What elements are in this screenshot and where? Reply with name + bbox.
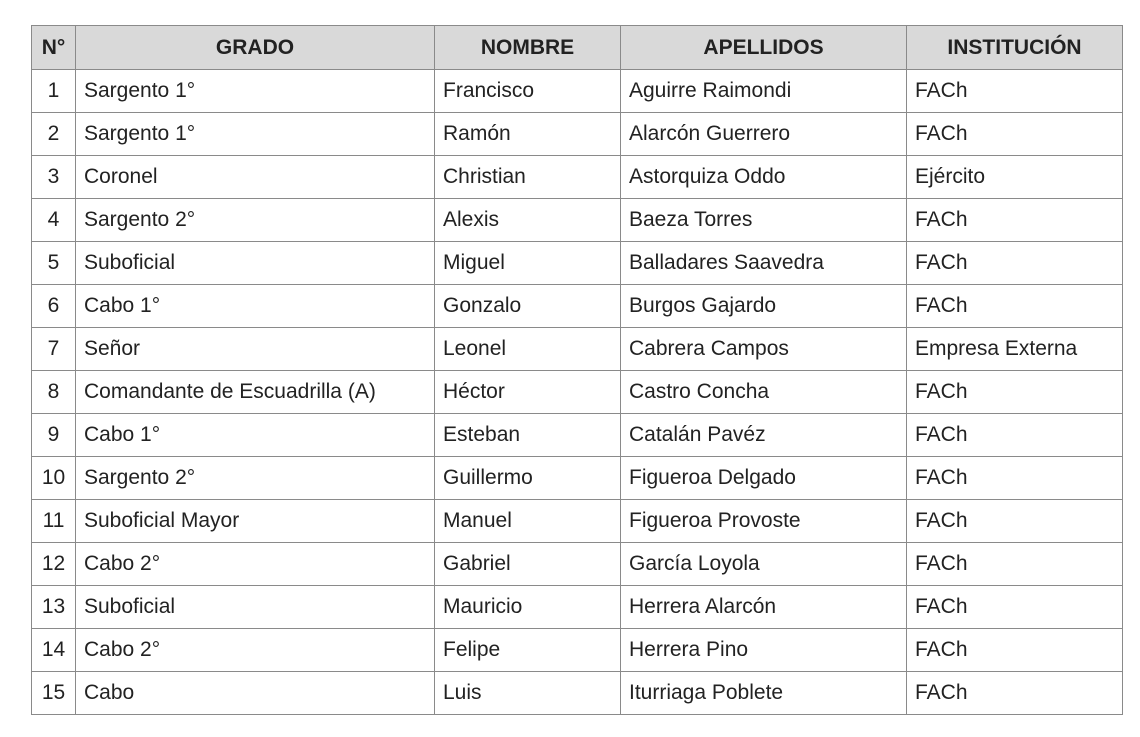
cell-nombre: Francisco [435,70,621,113]
cell-grado: Suboficial [76,586,435,629]
table-row [32,414,1123,457]
cell-nombre: Leonel [435,328,621,371]
cell-institucion: FACh [907,371,1123,414]
header-institucion: INSTITUCIÓN [907,26,1123,70]
header-apellidos: APELLIDOS [621,26,907,70]
cell-grado: Cabo 2° [76,629,435,672]
cell-grado: Sargento 2° [76,457,435,500]
cell-apellidos: Iturriaga Poblete [621,672,907,715]
table-row [32,672,1123,715]
header-grado: GRADO [76,26,435,70]
cell-apellidos: Castro Concha [621,371,907,414]
table-body [32,70,1123,715]
table-row [32,500,1123,543]
roster-table-container [31,25,1123,715]
cell-institucion: FACh [907,70,1123,113]
table-row [32,199,1123,242]
cell-nombre: Héctor [435,371,621,414]
cell-nombre: Christian [435,156,621,199]
cell-num: 1 [32,70,76,113]
cell-grado: Sargento 2° [76,199,435,242]
cell-num: 9 [32,414,76,457]
cell-institucion: FACh [907,242,1123,285]
cell-institucion: FACh [907,500,1123,543]
table-row [32,543,1123,586]
cell-nombre: Alexis [435,199,621,242]
cell-apellidos: Burgos Gajardo [621,285,907,328]
cell-apellidos: Cabrera Campos [621,328,907,371]
cell-apellidos: Catalán Pavéz [621,414,907,457]
header-num: N° [32,26,76,70]
cell-num: 11 [32,500,76,543]
cell-nombre: Gonzalo [435,285,621,328]
cell-grado: Cabo 2° [76,543,435,586]
cell-apellidos: Herrera Pino [621,629,907,672]
cell-num: 14 [32,629,76,672]
cell-institucion: FACh [907,672,1123,715]
table-row [32,629,1123,672]
cell-nombre: Mauricio [435,586,621,629]
table-row [32,457,1123,500]
cell-nombre: Esteban [435,414,621,457]
cell-institucion: FACh [907,285,1123,328]
cell-apellidos: Herrera Alarcón [621,586,907,629]
cell-nombre: Ramón [435,113,621,156]
table-row [32,371,1123,414]
cell-grado: Suboficial [76,242,435,285]
cell-apellidos: Aguirre Raimondi [621,70,907,113]
cell-institucion: FACh [907,199,1123,242]
table-row [32,70,1123,113]
cell-apellidos: García Loyola [621,543,907,586]
cell-institucion: FACh [907,113,1123,156]
cell-nombre: Miguel [435,242,621,285]
cell-institucion: FACh [907,414,1123,457]
cell-grado: Sargento 1° [76,70,435,113]
cell-apellidos: Alarcón Guerrero [621,113,907,156]
cell-num: 13 [32,586,76,629]
cell-institucion: FACh [907,586,1123,629]
cell-grado: Cabo 1° [76,414,435,457]
cell-num: 6 [32,285,76,328]
table-row [32,242,1123,285]
roster-table [31,25,1123,715]
table-row [32,113,1123,156]
cell-nombre: Gabriel [435,543,621,586]
cell-apellidos: Figueroa Provoste [621,500,907,543]
cell-grado: Suboficial Mayor [76,500,435,543]
cell-grado: Comandante de Escuadrilla (A) [76,371,435,414]
cell-institucion: FACh [907,457,1123,500]
table-row [32,285,1123,328]
cell-num: 5 [32,242,76,285]
table-row [32,586,1123,629]
cell-institucion: Empresa Externa [907,328,1123,371]
cell-num: 4 [32,199,76,242]
cell-num: 8 [32,371,76,414]
cell-grado: Señor [76,328,435,371]
cell-nombre: Manuel [435,500,621,543]
table-row [32,328,1123,371]
cell-nombre: Guillermo [435,457,621,500]
cell-num: 7 [32,328,76,371]
cell-institucion: Ejército [907,156,1123,199]
cell-grado: Cabo 1° [76,285,435,328]
cell-num: 10 [32,457,76,500]
cell-num: 2 [32,113,76,156]
header-nombre: NOMBRE [435,26,621,70]
cell-grado: Coronel [76,156,435,199]
cell-apellidos: Astorquiza Oddo [621,156,907,199]
cell-institucion: FACh [907,543,1123,586]
cell-num: 3 [32,156,76,199]
cell-nombre: Luis [435,672,621,715]
cell-nombre: Felipe [435,629,621,672]
table-header [32,26,1123,70]
header-row [32,26,1123,70]
cell-num: 15 [32,672,76,715]
cell-apellidos: Baeza Torres [621,199,907,242]
cell-num: 12 [32,543,76,586]
table-row [32,156,1123,199]
cell-grado: Sargento 1° [76,113,435,156]
cell-apellidos: Figueroa Delgado [621,457,907,500]
cell-institucion: FACh [907,629,1123,672]
cell-apellidos: Balladares Saavedra [621,242,907,285]
cell-grado: Cabo [76,672,435,715]
